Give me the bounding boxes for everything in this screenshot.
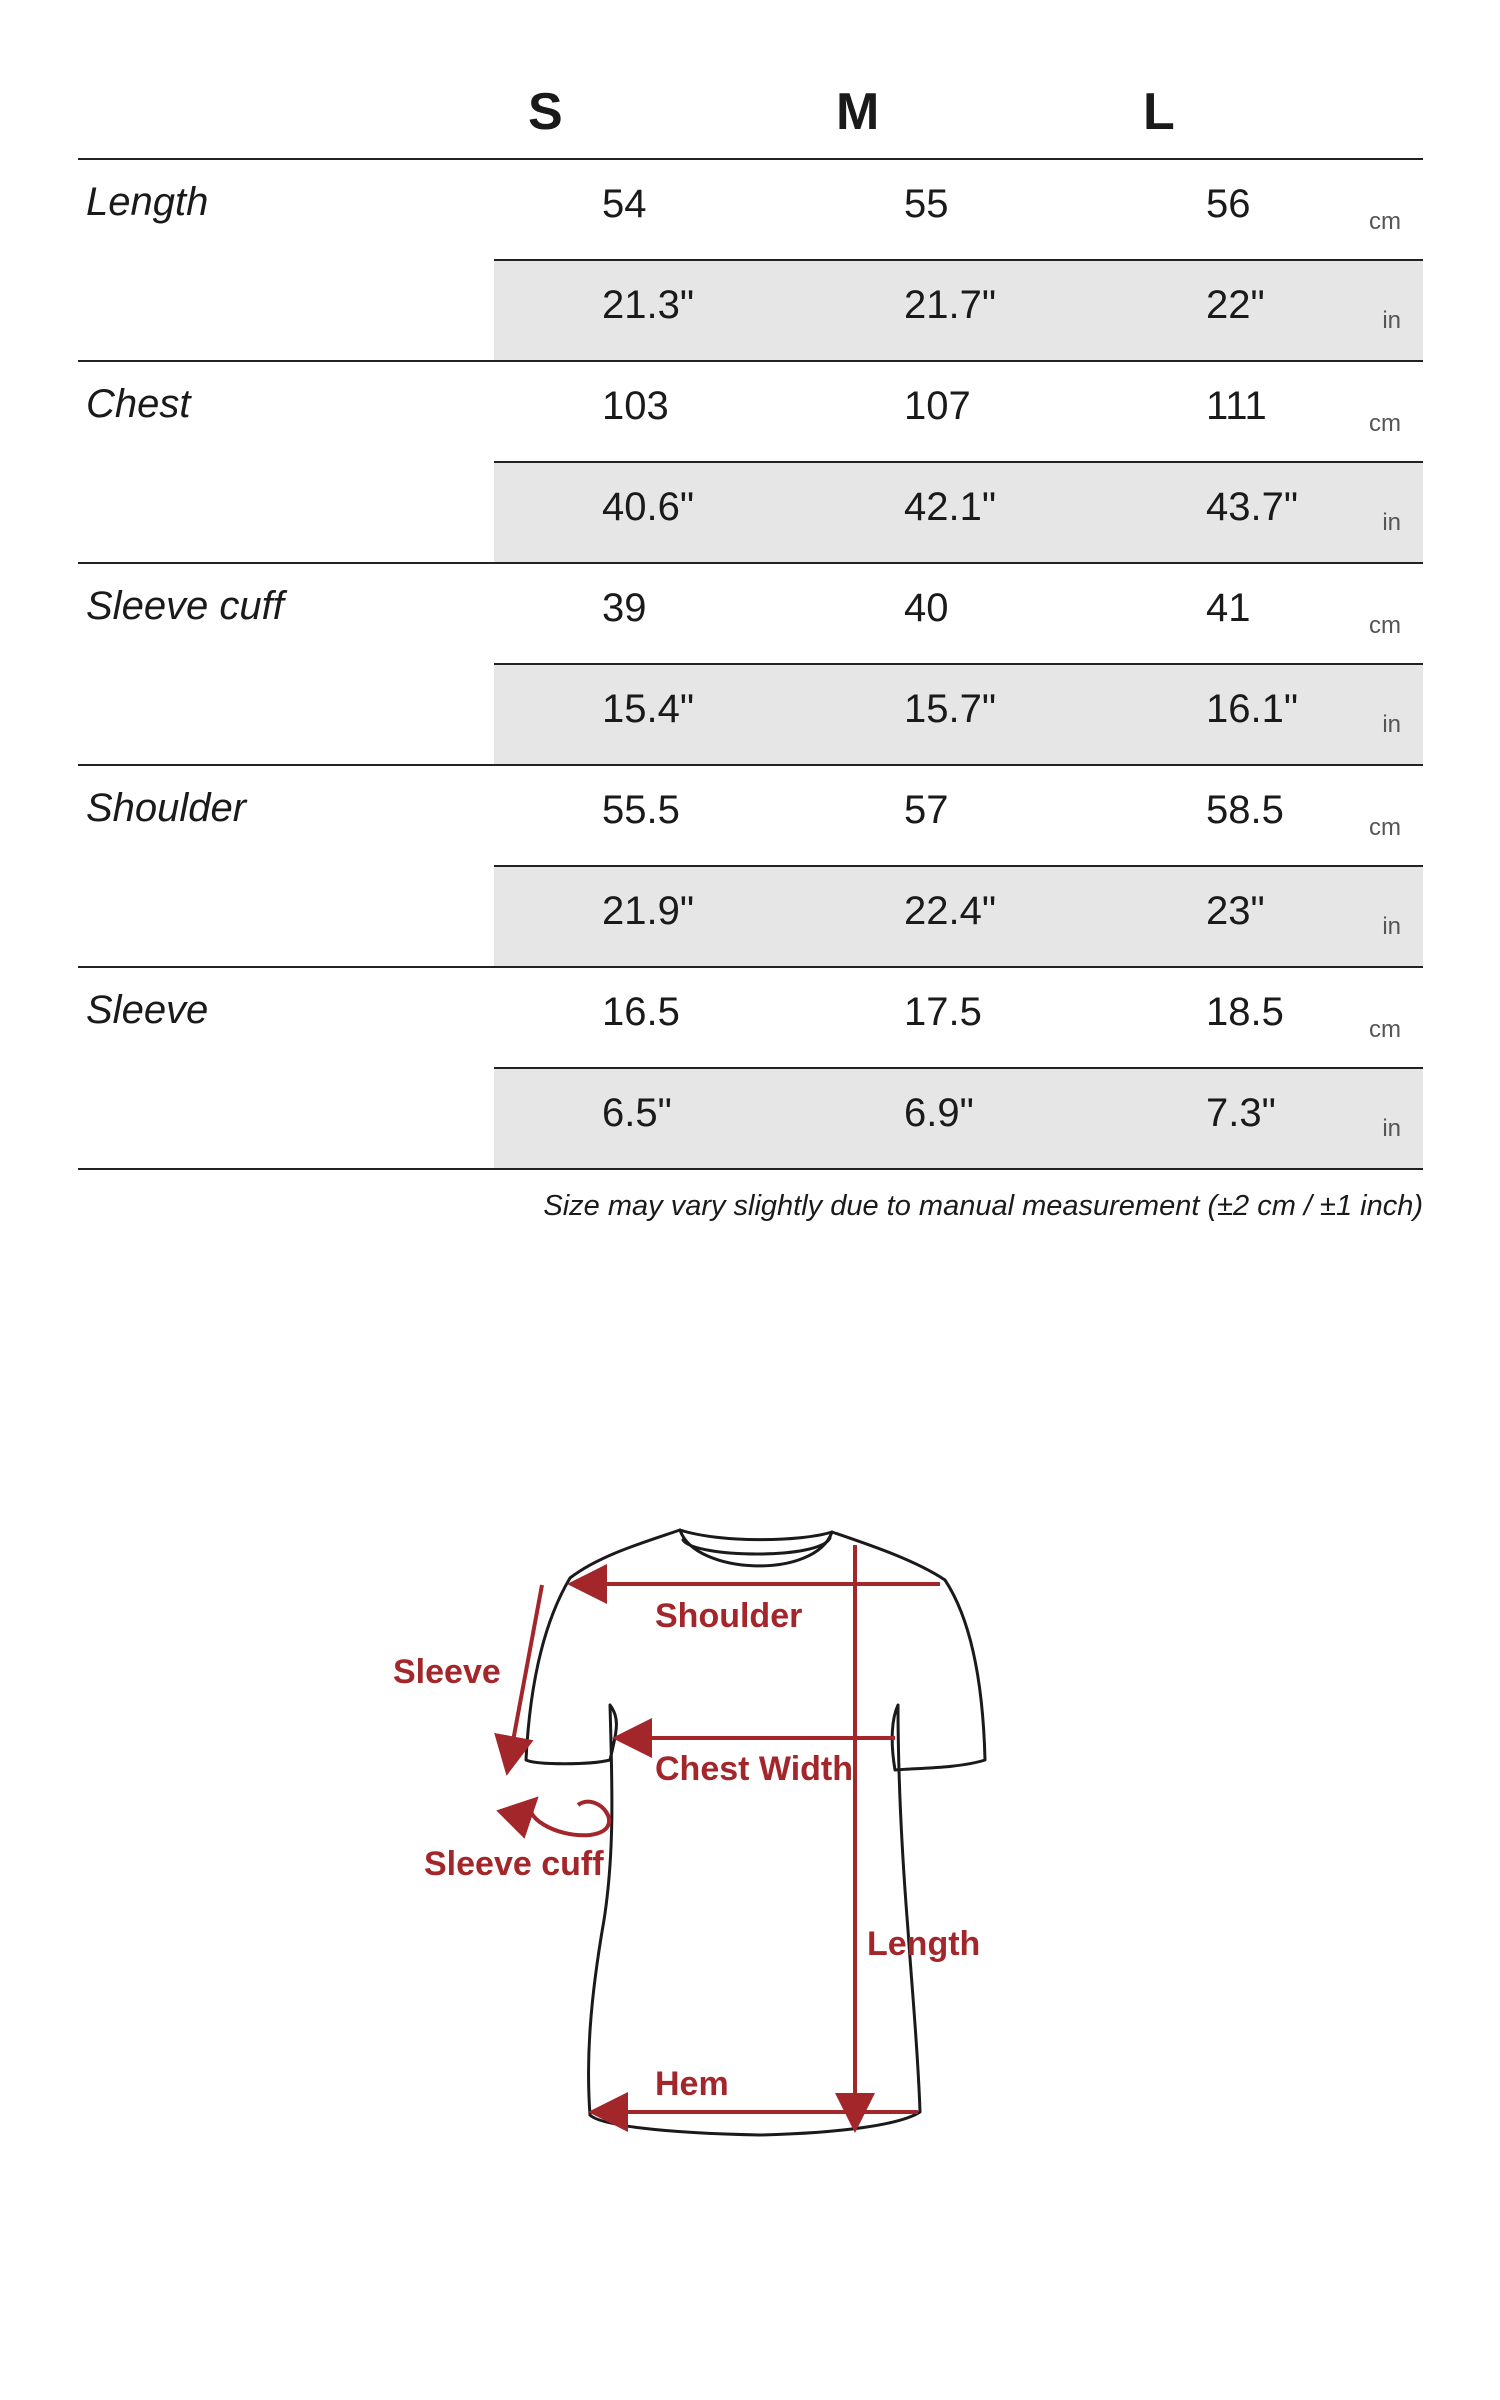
value-cell: 43.7" xyxy=(1206,485,1299,529)
value-cell: 111 xyxy=(1206,384,1267,428)
unit-label-cm: cm xyxy=(1369,612,1401,639)
diagram-label-shoulder: Shoulder xyxy=(655,1597,803,1635)
value-cell: 6.9" xyxy=(904,1091,974,1135)
value-cell: 21.9" xyxy=(602,889,695,933)
size-header-l: L xyxy=(1143,83,1175,141)
unit-label-cm: cm xyxy=(1369,814,1401,841)
measure-name-sleeve-cuff: Sleeve cuff xyxy=(86,584,284,628)
value-cell: 23" xyxy=(1206,889,1265,933)
unit-label-in: in xyxy=(1382,509,1401,536)
measure-name-sleeve: Sleeve xyxy=(86,988,209,1032)
unit-label-in: in xyxy=(1382,307,1401,334)
sleeve-cuff-arc xyxy=(530,1802,609,1836)
value-cell: 22.4" xyxy=(904,889,997,933)
measurement-note: Size may vary slightly due to manual measurement (±2 cm / ±1 inch) xyxy=(543,1190,1423,1222)
diagram-label-hem: Hem xyxy=(655,2065,729,2103)
value-cell: 39 xyxy=(602,586,647,630)
value-cell: 17.5 xyxy=(904,990,982,1034)
unit-label-cm: cm xyxy=(1369,1016,1401,1043)
value-cell: 15.7" xyxy=(904,687,997,731)
value-cell: 21.7" xyxy=(904,283,997,327)
value-cell: 55 xyxy=(904,182,949,226)
value-cell: 55.5 xyxy=(602,788,680,832)
value-cell: 40.6" xyxy=(602,485,695,529)
diagram-label-sleeve-cuff: Sleeve cuff xyxy=(424,1845,604,1883)
measure-name-length: Length xyxy=(86,180,209,224)
value-cell: 15.4" xyxy=(602,687,695,731)
unit-label-cm: cm xyxy=(1369,410,1401,437)
unit-label-in: in xyxy=(1382,711,1401,738)
value-cell: 21.3" xyxy=(602,283,695,327)
diagram-label-sleeve: Sleeve xyxy=(393,1653,501,1691)
value-cell: 103 xyxy=(602,384,669,428)
value-cell: 6.5" xyxy=(602,1091,672,1135)
unit-label-in: in xyxy=(1382,1115,1401,1142)
diagram-label-length: Length xyxy=(867,1925,981,1963)
value-cell: 41 xyxy=(1206,586,1251,630)
value-cell: 42.1" xyxy=(904,485,997,529)
value-cell: 58.5 xyxy=(1206,788,1284,832)
size-header-s: S xyxy=(528,83,563,141)
value-cell: 57 xyxy=(904,788,949,832)
value-cell: 107 xyxy=(904,384,971,428)
value-cell: 40 xyxy=(904,586,949,630)
diagram-label-chest-width: Chest Width xyxy=(655,1750,854,1788)
value-cell: 16.1" xyxy=(1206,687,1299,731)
unit-label-cm: cm xyxy=(1369,208,1401,235)
value-cell: 56 xyxy=(1206,182,1251,226)
measure-name-chest: Chest xyxy=(86,382,191,426)
value-cell: 16.5 xyxy=(602,990,680,1034)
unit-label-in: in xyxy=(1382,913,1401,940)
value-cell: 7.3" xyxy=(1206,1091,1276,1135)
measure-name-shoulder: Shoulder xyxy=(86,786,247,830)
size-header-m: M xyxy=(836,83,880,141)
value-cell: 54 xyxy=(602,182,647,226)
value-cell: 18.5 xyxy=(1206,990,1284,1034)
collar-neckband xyxy=(680,1530,832,1540)
value-cell: 22" xyxy=(1206,283,1265,327)
